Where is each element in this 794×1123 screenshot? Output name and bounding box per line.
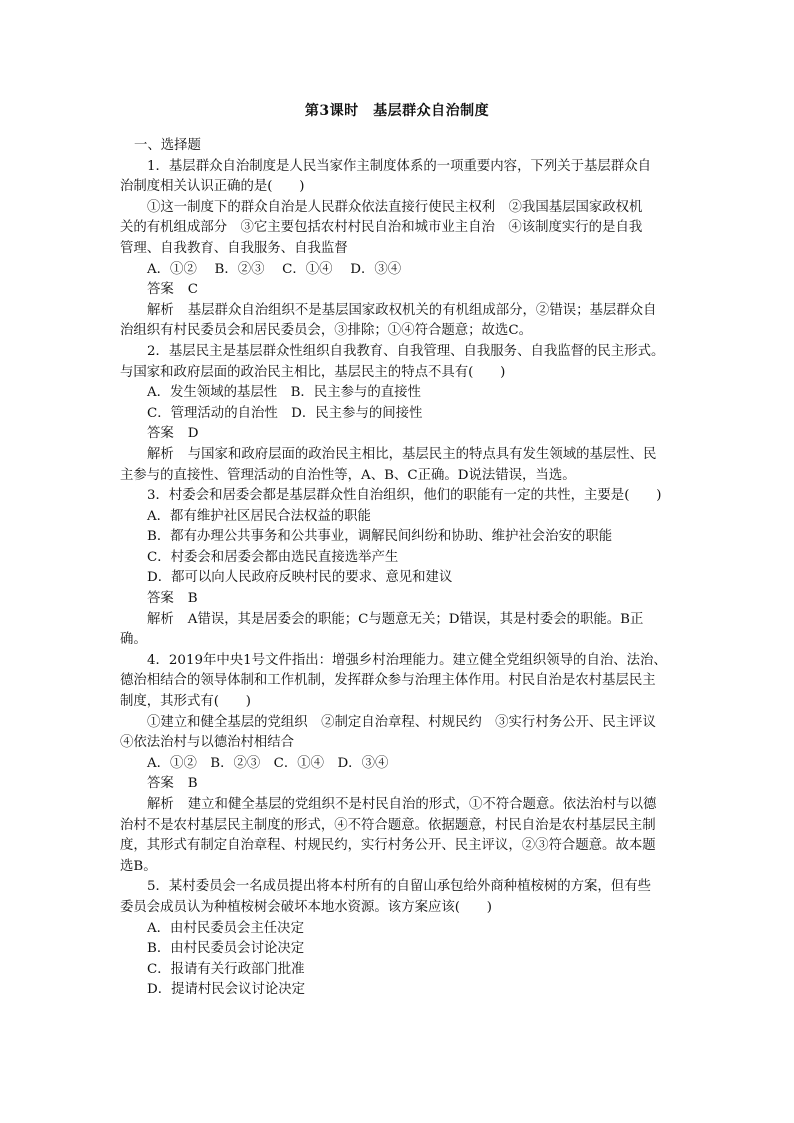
q3-analysis-line [120, 610, 676, 631]
q1-statement-line: 管理、自我教育、自我服务、自我监督 [120, 240, 348, 256]
q1-answer [120, 280, 676, 301]
analysis-label: 解析 [147, 611, 174, 627]
q1-stem-line: 治制度相关认识正确的是( ) [120, 179, 305, 195]
q4-stem-line: 制度，其形式有( ) [120, 694, 251, 710]
q4-stem-line: 德治相结合的领导体制和工作机制，发挥群众参与治理主体作用。村民自治是农村基层民主 [120, 673, 656, 689]
q1-statement-line: 关的有机组成部分 ③它主要包括农村村民自治和城市业主自治 ④该制度实行的是自我 [120, 220, 643, 236]
q2-options-line: A．发生领域的基层性 B．民主参与的直接性 [147, 385, 421, 401]
analysis-text: 与国家和政府层面的政治民主相比，基层民主的特点具有发生领域的基层性、民 [187, 446, 657, 462]
q4-analysis-line: 选B。 [120, 858, 157, 874]
q2-stem-line: 2．基层民主是基层群众性组织自我教育、自我管理、自我服务、自我监督的民主形式。 [147, 343, 665, 359]
question-3 [120, 486, 676, 651]
q3-option: A．都有维护社区居民合法权益的职能 [147, 508, 371, 524]
q1-options: A．①② B．②③ C．①④ D．③④ [147, 261, 402, 277]
answer-value: D [187, 426, 199, 442]
answer-value: B [187, 776, 198, 792]
q5-option: D．提请村民会议讨论决定 [147, 982, 306, 998]
question-1 [120, 157, 676, 342]
q4-statement-line: ①建立和健全基层的党组织 ②制定自治章程、村规民约 ③实行村务公开、民主评议 [147, 714, 656, 730]
answer-label: 答案 [147, 776, 174, 792]
analysis-label: 解析 [147, 797, 174, 812]
q5-option: A．由村民委员会主任决定 [147, 920, 304, 936]
q1-statement-line: ①这一制度下的群众自治是人民群众依法直接行使民主权利 ②我国基层国家政权机 [147, 199, 643, 215]
answer-value: C [187, 282, 199, 298]
q5-stem-line: 委员会成员认为种植桉树会破坏本地水资源。该方案应该( ) [120, 899, 492, 915]
answer-label: 答案 [147, 591, 174, 607]
question-5 [120, 877, 676, 1001]
q4-analysis-line: 治村不是农村基层民主制度的形式，④不符合题意。依据题意，村民自治是农村基层民主制 [120, 817, 656, 833]
analysis-label: 解析 [147, 446, 174, 462]
q5-option: B．由村民委员会讨论决定 [147, 941, 305, 957]
q4-analysis-line [120, 795, 676, 816]
analysis-label: 解析 [147, 302, 174, 318]
q5-option: C．报请有关行政部门批准 [147, 961, 305, 977]
q3-stem-line: 3．村委会和居委会都是基层群众性自治组织，他们的职能有一定的共性，主要是( ) [147, 488, 662, 504]
q2-analysis-line [120, 445, 676, 466]
q4-statement-line: ④依法治村与以德治村相结合 [120, 735, 295, 751]
q2-options-line: C．管理活动的自治性 D．民主参与的间接性 [147, 405, 423, 421]
answer-label: 答案 [147, 282, 174, 298]
question-4 [120, 651, 676, 878]
q2-analysis-line: 主参与的直接性、管理活动的自治性等，A、B、C正确。D说法错误，当选。 [120, 467, 576, 483]
q4-options: A．①② B．②③ C．①④ D．③④ [147, 755, 389, 771]
q3-analysis-line: 确。 [120, 632, 147, 648]
q1-stem-line: 1．基层群众自治制度是人民当家作主制度体系的一项重要内容，下列关于基层群众自 [147, 158, 651, 174]
q2-answer [120, 424, 676, 445]
analysis-text: 建立和健全基层的党组织不是村民自治的形式，①不符合题意。依法治村与以德 [187, 797, 657, 812]
section-heading: 一、选择题 [134, 138, 201, 153]
page-title: 第3课时 基层群众自治制度 [304, 103, 490, 119]
q4-answer [120, 774, 676, 795]
q1-analysis-line [120, 301, 676, 322]
q4-analysis-line: 度，其形式有制定自治章程、村规民约，实行村务公开、民主评议，②③符合题意。故本题 [120, 838, 656, 854]
q2-stem-line: 与国家和政府层面的政治民主相比，基层民主的特点不具有( ) [120, 364, 506, 380]
q5-stem-line: 5．某村委员会一名成员提出将本村所有的自留山承包给外商种植桉树的方案，但有些 [147, 879, 651, 895]
question-2 [120, 342, 676, 486]
q3-answer [120, 589, 676, 610]
answer-label: 答案 [147, 426, 174, 442]
q3-option: C．村委会和居委会都由选民直接选举产生 [147, 549, 399, 565]
analysis-text: A错误，其是居委会的职能；C与题意无关；D错误，其是村委会的职能。B正 [187, 611, 644, 627]
q3-option: D．都可以向人民政府反映村民的要求、意见和建议 [147, 570, 453, 586]
analysis-text: 基层群众自治组织不是基层国家政权机关的有机组成部分，②错误；基层群众自 [187, 302, 657, 318]
q4-stem-line: 4．2019年中央1号文件指出：增强乡村治理能力。建立健全党组织领导的自治、法治、 [147, 652, 667, 668]
q1-analysis-line: 治组织有村民委员会和居民委员会，③排除；①④符合题意；故选C。 [120, 323, 532, 339]
q3-option: B．都有办理公共事务和公共事业，调解民间纠纷和协助、维护社会治安的职能 [147, 529, 613, 545]
answer-value: B [187, 591, 198, 607]
document-body [120, 136, 676, 1001]
